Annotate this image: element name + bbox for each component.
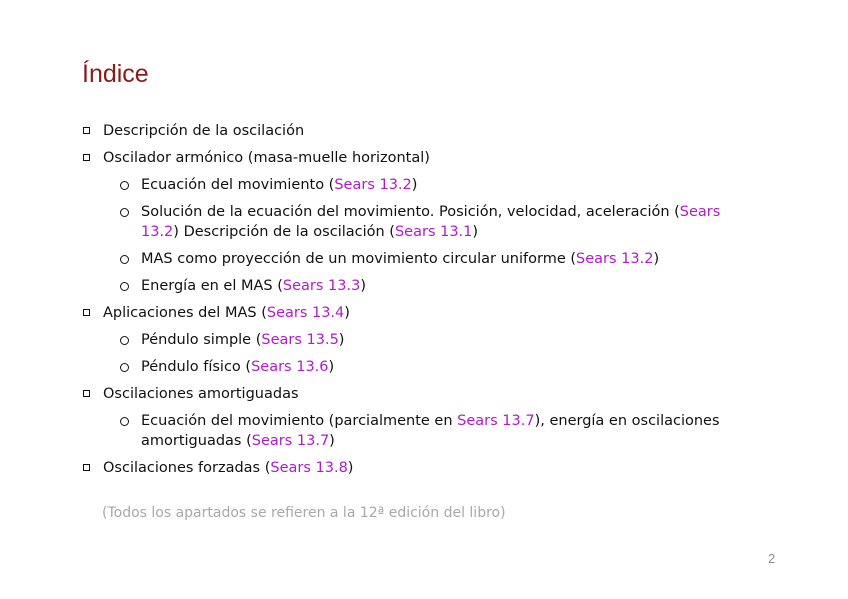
square-bullet-icon	[83, 309, 90, 316]
sears-reference: Sears 13.6	[251, 359, 329, 375]
edition-note: (Todos los apartados se refieren a la 12ª edición del libro)	[102, 505, 506, 521]
list-item-forzadas	[82, 458, 762, 478]
list-item-descripcion	[82, 121, 762, 141]
item-text: )	[328, 359, 335, 375]
circle-bullet-icon	[120, 336, 129, 345]
circle-bullet-icon	[120, 181, 129, 190]
square-bullet-icon	[83, 390, 90, 397]
sears-reference: Sears 13.4	[266, 305, 345, 321]
item-text: Oscilaciones forzadas (	[103, 460, 271, 476]
list-item-oscilador	[82, 148, 762, 168]
sublist-item-proyeccion	[119, 249, 762, 269]
item-text: Energía en el MAS (	[141, 278, 283, 294]
item-text: Descripción de la oscilación	[103, 123, 305, 139]
list-item-aplicaciones	[82, 303, 762, 323]
item-text: Aplicaciones del MAS (	[103, 305, 267, 321]
list-item-amortiguadas	[82, 384, 762, 404]
item-text: )	[338, 332, 345, 348]
sublist-item-pendulo-fisico	[119, 357, 762, 377]
sears-reference: Sears 13.7	[457, 413, 535, 429]
item-text: Oscilador armónico (masa-muelle horizontal)	[103, 150, 430, 166]
item-text: )	[347, 460, 354, 476]
item-text: Oscilaciones amortiguadas	[103, 386, 299, 402]
index-list	[82, 121, 762, 485]
circle-bullet-icon	[120, 208, 129, 217]
item-text: Péndulo físico (	[141, 359, 252, 375]
square-bullet-icon	[83, 154, 90, 161]
item-text: Ecuación del movimiento (	[141, 177, 335, 193]
circle-bullet-icon	[120, 282, 129, 291]
item-text: MAS como proyección de un movimiento circular uniforme (	[141, 251, 577, 267]
sublist-item-ecuacion	[119, 175, 762, 195]
sears-reference: Sears 13.2	[334, 177, 412, 193]
circle-bullet-icon	[120, 363, 129, 372]
item-text: ), energía en oscilaciones amortiguadas (	[141, 413, 720, 449]
item-text: Ecuación del movimiento (parcialmente en	[141, 413, 458, 429]
item-text: )	[653, 251, 660, 267]
item-text: )	[411, 177, 418, 193]
circle-bullet-icon	[120, 417, 129, 426]
square-bullet-icon	[83, 127, 90, 134]
circle-bullet-icon	[120, 255, 129, 264]
item-text: )	[360, 278, 366, 294]
sublist-item-pendulo-simple	[119, 330, 762, 350]
sears-reference: Sears 13.1	[394, 224, 473, 240]
square-bullet-icon	[83, 464, 90, 471]
sears-reference: Sears 13.2	[576, 251, 654, 267]
item-text: )	[329, 433, 335, 449]
sublist-item-solucion	[119, 202, 762, 242]
sears-reference: Sears 13.2	[141, 204, 721, 240]
item-text: )	[472, 224, 479, 240]
sears-reference: Sears 13.3	[282, 278, 361, 294]
sublist-item-energia	[119, 276, 762, 296]
sears-reference: Sears 13.5	[261, 332, 339, 348]
sublist-item-ecuacion-amortiguada	[119, 411, 762, 451]
item-text: Péndulo simple (	[141, 332, 262, 348]
slide-title: Índice	[82, 60, 149, 88]
item-text: ) Descripción de la oscilación (	[173, 224, 395, 240]
page-number: 2	[768, 551, 776, 566]
sears-reference: Sears 13.7	[251, 433, 330, 449]
sears-reference: Sears 13.8	[270, 460, 348, 476]
item-text: Solución de la ecuación del movimiento. Posición, velocidad, aceleración (	[141, 204, 680, 220]
item-text: )	[344, 305, 350, 321]
